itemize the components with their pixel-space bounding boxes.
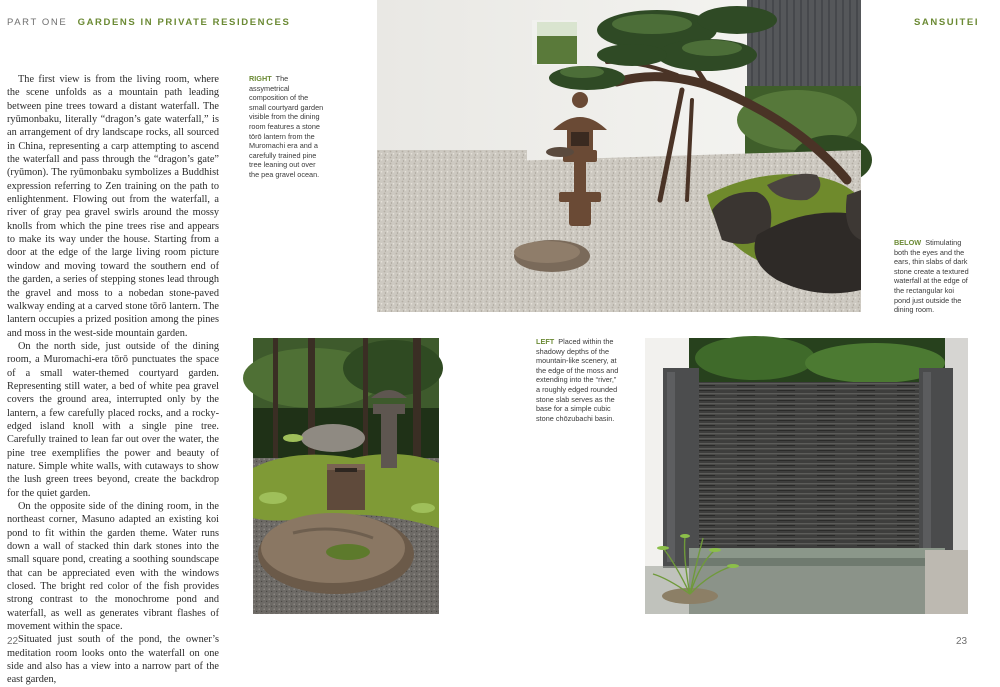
- caption-text: Stimulating both the eyes and the ears, thin slabs of dark stone create a textured waterfall at the edge of the rectangular koi pond just outside the dining room.: [894, 238, 969, 315]
- caption-label: RIGHT: [249, 74, 272, 83]
- caption-label: LEFT: [536, 337, 555, 346]
- running-head-right: SANSUITEI: [914, 17, 980, 28]
- caption-right: [249, 74, 327, 180]
- stone-basin-photo: [253, 338, 439, 614]
- body-text-column: [7, 73, 219, 687]
- stone-basin-illustration: [253, 338, 439, 614]
- page-number-left: 22: [7, 636, 19, 647]
- body-paragraph: Situated just south of the pond, the owner’s meditation room looks onto the waterfall on one side and also has a view into a narrow part of the east garden,: [7, 634, 219, 686]
- section-title: GARDENS IN PRIVATE RESIDENCES: [77, 17, 291, 28]
- page-number-right: 23: [956, 636, 968, 647]
- caption-label: BELOW: [894, 238, 922, 247]
- running-head-left: [7, 17, 290, 28]
- caption-text: Placed within the shadowy depths of the mountain-like scenery, at the edge of the moss and extending into the “river,” a roughly edged rounded stone slab serves as the base for a simple cubic stone chōzubachi basin.: [536, 337, 619, 423]
- body-paragraph: On the opposite side of the dining room, in the northeast corner, Masuno adapted an existing koi pond to fit within the garden theme. Water runs down a wall of stacked thin dark stones into the small square pond, creating a soothing soundscape that can be appreciated even with the windows closed. The bright red color of the fish provides strong contrast to the monochrome pond and waterfall, as well as generates vibrant flashes of movement within the space.: [7, 501, 219, 633]
- stone-waterfall-photo: [645, 338, 968, 614]
- part-label: PART ONE: [7, 17, 68, 28]
- stone-waterfall-illustration: [645, 338, 968, 614]
- caption-text: The assymetrical composition of the small courtyard garden visible from the dining room features a stone tōrō lantern from the Muromachi era and a carefully trained pine tree leaning out over the pea gravel ocean.: [249, 74, 324, 179]
- body-paragraph: On the north side, just outside of the dining room, a Muromachi-era tōrō punctuates the space of a small water-themed courtyard garden. Representing still water, a bed of white pea gravel covers the ground area, interrupted only by the lantern, a few carefully placed rocks, and a rocky-edged island knoll with a single pine tree. Carefully trained to lean far out over the water, the pine tree exemplifies the power and beauty of nature. Simple white walls, with cutaways to show the lush green trees beyond, create the backdrop for the quiet garden.: [7, 340, 219, 499]
- caption-left: [536, 337, 620, 423]
- courtyard-garden-illustration: [377, 0, 861, 312]
- courtyard-garden-photo: [377, 0, 861, 312]
- body-paragraph: The first view is from the living room, where the scene unfolds as a mountain path leading between pine trees toward a distant waterfall. The ryūmonbaku, literally “dragon’s gate waterfall,” is an arrangement of dry landscape rocks, all sourced in China, representing a carp attempting to ascend the waterfall and pass through the “dragon’s gate” (ryūmon). The ryūmonbaku symbolizes a Buddhist expression referring to Zen training on the path to enlightenment. Flowing out from the waterfall, a river of gray pea gravel swirls around the mossy knolls from which the pine trees rise and appears to make its way under the house. Starting from a door at the edge of the large living room picture window and moving toward the southern end of the garden, a series of stepping stones lead through the gravel and moss to a nobedan stone-paved walkway ending at a carved stone tōrō lantern. The lantern occupies a prized position among the pines and moss in the west-side mountain garden.: [7, 74, 219, 339]
- caption-below: [894, 238, 970, 315]
